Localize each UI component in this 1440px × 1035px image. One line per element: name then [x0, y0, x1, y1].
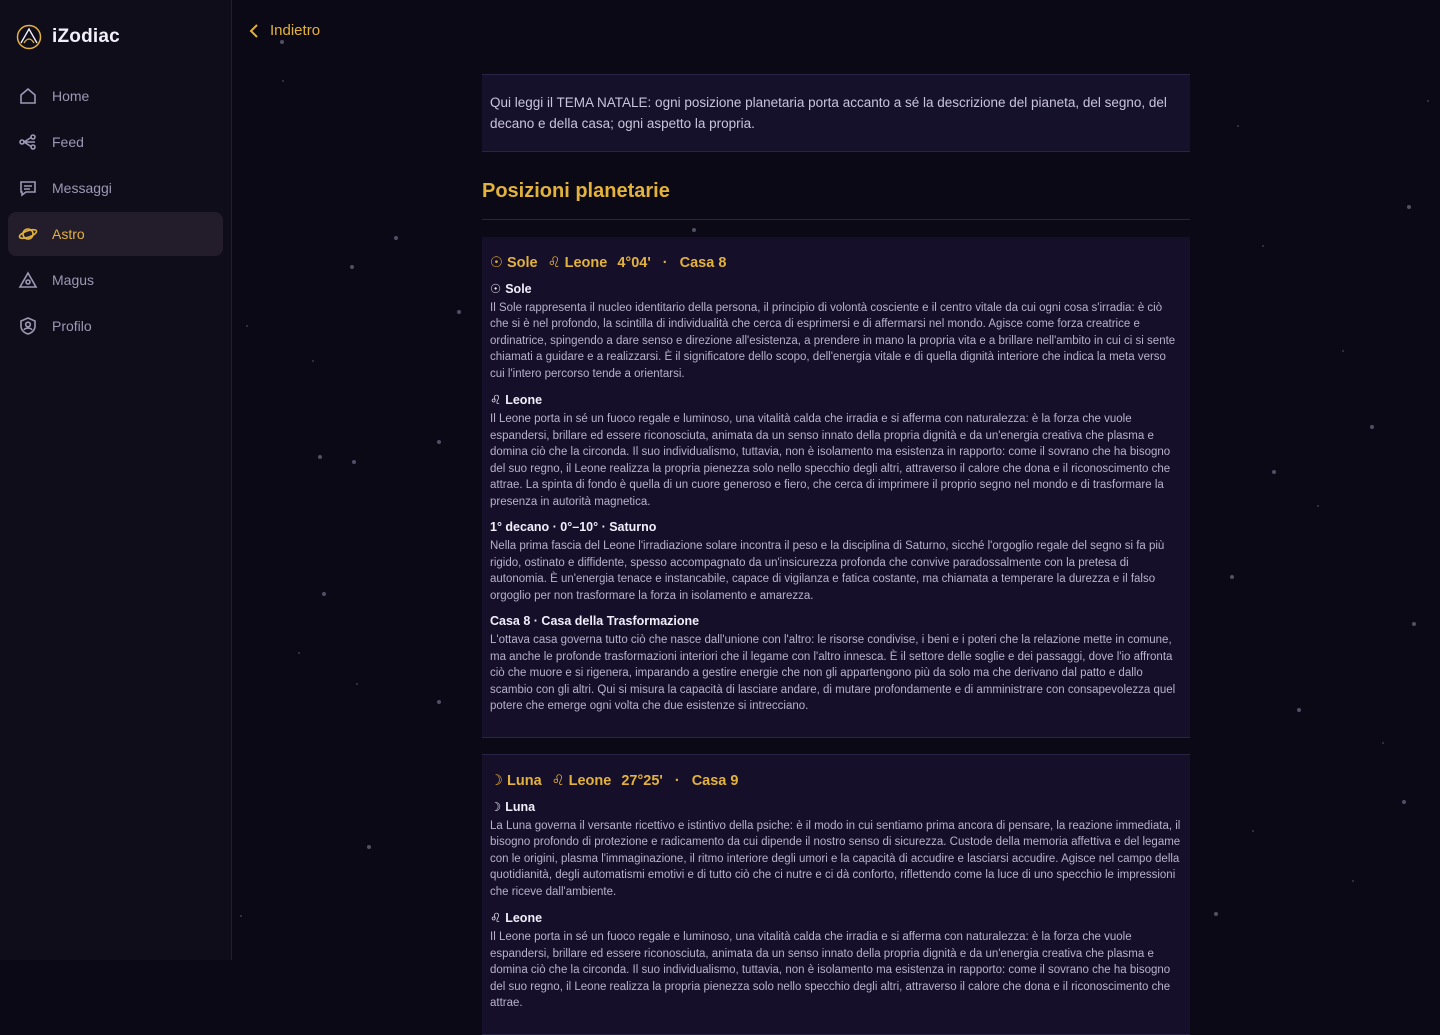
star — [318, 455, 322, 459]
star — [352, 460, 356, 464]
pyramid-icon — [18, 270, 38, 290]
nav-item-label: Profilo — [52, 318, 92, 334]
section-title: Posizioni planetarie — [482, 180, 1190, 220]
nav-item-label: Feed — [52, 134, 84, 150]
chevron-left-icon — [248, 24, 262, 38]
house-name: Casa 9 — [691, 772, 739, 789]
app-name: iZodiac — [52, 26, 120, 47]
star — [1252, 830, 1254, 832]
nav-item-feed[interactable] — [8, 120, 223, 164]
nav-item-profilo[interactable] — [8, 304, 223, 348]
star — [312, 360, 314, 362]
description-text: Il Leone porta in sé un fuoco regale e luminoso, una vitalità calda che irradia e si afferma con naturalezza: è la forza che vuole espandersi, brillare ed essere riconosciuta, animata da un senso innato della propria dignità e da un'energia creativa che plasma e domina ciò che la circonda. Il suo individualismo, tuttavia, non è isolamento ma esistenza in rapporto: come il sovrano che ha bisogno del suo regno, il Leone realizza la propria pienezza solo nello specchio degli altri, attraverso il calore che dona e il riconoscimento che attrae. La spinta di fondo è quella di un cuore generoso e fiero, che cerca di imprimere il proprio segno nel mondo e di trasformare la presenza in autorità magnetica. — [490, 413, 1171, 508]
star — [394, 236, 398, 240]
planet-degree: 4°04' — [617, 254, 651, 271]
star — [1412, 622, 1416, 626]
star — [280, 40, 284, 44]
star — [1262, 245, 1264, 247]
sun-icon: ☉ — [490, 254, 503, 271]
back-label: Indietro — [270, 22, 321, 39]
description-planet — [490, 281, 1182, 383]
description-text: La Luna governa il versante ricettivo e istintivo della psiche: è il modo in cui sentiamo prima ancora di pensare, la reazione immediata, il bisogno profondo di protezione e radicamento da cui dipende il nostro senso di sicurezza. Custode della memoria affettiva e del legame con le origini, plasma l'immaginazione, il ritmo interiore degli umori e la capacità di accudire e lasciarsi accudire. Agisce nel campo della quotidianità, degli automatismi emotivi e di tutto ciò che ci nutre e ci dà conforto, riflettendo come la luce di uno specchio le impressioni che riceve dall'ambiente. — [490, 819, 1181, 898]
star — [437, 440, 441, 444]
description-decan — [490, 520, 1182, 604]
description-text: Il Leone porta in sé un fuoco regale e luminoso, una vitalità calda che irradia e si afferma con naturalezza: è la forza che vuole espandersi, brillare ed essere riconosciuta, animata da un senso innato della propria dignità e da un'energia creativa che plasma e domina ciò che la circonda. Il suo individualismo, tuttavia, non è isolamento ma esistenza in rapporto: come il sovrano che ha bisogno del suo regno, il Leone realizza la propria pienezza solo nello specchio degli altri, attraverso il calore che dona e il riconoscimento che attrae. — [490, 931, 1171, 1010]
nav-item-home[interactable] — [8, 74, 223, 118]
separator-dot: · — [662, 254, 668, 271]
description-sign — [490, 392, 1182, 510]
planet-icon — [18, 224, 38, 244]
position-header — [490, 773, 1182, 789]
star — [1230, 575, 1234, 579]
position-header — [490, 255, 1182, 271]
nav-item-messaggi[interactable] — [8, 166, 223, 210]
planet-degree: 27°25' — [621, 772, 663, 789]
position-card-sole — [482, 237, 1190, 738]
sign-name: Leone — [564, 254, 608, 271]
star — [1297, 708, 1301, 712]
star — [1342, 350, 1344, 352]
description-title: 1° decano · 0°–10° · Saturno — [490, 520, 657, 535]
leo-icon: ♌︎ — [490, 911, 502, 926]
star — [437, 700, 441, 704]
star — [1214, 912, 1218, 916]
star — [1272, 470, 1276, 474]
star — [1237, 125, 1239, 127]
star — [282, 80, 284, 82]
back-link[interactable] — [248, 22, 320, 39]
nav-item-label: Astro — [52, 226, 85, 242]
star — [1317, 505, 1319, 507]
star — [350, 265, 354, 269]
description-title: ♌︎ Leone — [490, 393, 543, 408]
description-text: L'ottava casa governa tutto ciò che nasce dall'unione con l'altro: le risorse condivise, i beni e i poteri che la relazione mette in comune, ma anche le profonde trasformazioni interiori che il legame con l'altro innesca. È il settore delle soglie e dei passaggi, dove l'io affronta ciò che muore e si rigenera, imparando a gestire energie che non gli appartengono più da solo ma che derivano dal patto e dallo scambio con gli altri. Qui si misura la capacità di lasciare andare, di mutare profondamente e di amministrare con consapevolezza quel potere che emerge ogni volta che due esistenze si intrecciano. — [490, 634, 1176, 713]
star — [457, 310, 461, 314]
star — [246, 325, 248, 327]
chat-icon — [18, 178, 38, 198]
star — [322, 592, 326, 596]
brand[interactable] — [16, 24, 120, 50]
home-icon — [18, 86, 38, 106]
leo-icon: ♌︎ — [547, 254, 561, 271]
leo-icon: ♌︎ — [490, 393, 502, 408]
nav-item-magus[interactable] — [8, 258, 223, 302]
nav-item-astro[interactable] — [8, 212, 223, 256]
house-name: Casa 8 — [679, 254, 727, 271]
description-title: ♌︎ Leone — [490, 911, 543, 926]
star — [1402, 800, 1406, 804]
moon-icon: ☽ — [490, 799, 502, 814]
nav-item-label: Magus — [52, 272, 95, 288]
user-shield-icon — [18, 316, 38, 336]
main-nav — [8, 74, 223, 350]
star — [240, 915, 242, 917]
natal-chart-content — [482, 74, 1190, 1035]
star — [367, 845, 371, 849]
graph-nodes-icon — [18, 132, 38, 152]
sign-name: Leone — [568, 772, 612, 789]
description-planet — [490, 799, 1182, 901]
planet-name: Sole — [507, 254, 538, 271]
intro-text: Qui leggi il TEMA NATALE: ogni posizione planetaria porta accanto a sé la descrizione del pianeta, del segno, del decano e della casa; ogni aspetto la propria. — [482, 74, 1190, 152]
description-text: Il Sole rappresenta il nucleo identitario della persona, il principio di volontà cosciente e il centro vitale da cui ogni cosa s'irradia: è ciò che si è nel profondo, la scintilla di individualità che cerca di esprimersi e di affermarsi nel mondo. Agisce come forza creatrice e ordinatrice, spingendo a dare senso e direzione all'esistenza, a prendere in mano la propria vita e a brillare nell'ambito in cui ci si sente chiamati a guidare e a realizzarsi. È il significatore dello scopo, dell'energia vitale e di quella dignità interiore che indica la meta verso cui l'intero percorso tende a orientarsi. — [490, 301, 1176, 380]
zodiac-logo-icon — [16, 24, 42, 50]
star — [1382, 742, 1384, 744]
star — [356, 683, 358, 685]
description-text: Nella prima fascia del Leone l'irradiazione solare incontra il peso e la disciplina di Saturno, sicché l'orgoglio regale del segno si fa più rigido, ostinato e diffidente, spesso accompagnato da un'insicurezza profonda che convive paradossalmente con la pretesa di autonomia. È un'energia tenace e instancabile, capace di vigilanza e fatica costante, ma chiamata a temperare la durezza e il falso orgoglio per non trasformare la forza in isolamento e amarezza. — [490, 540, 1165, 602]
description-title: ☉ Sole — [490, 281, 532, 296]
description-sign — [490, 910, 1182, 1012]
separator-dot: · — [674, 772, 680, 789]
star — [1427, 100, 1429, 102]
description-title: Casa 8 · Casa della Trasformazione — [490, 614, 700, 629]
description-title: ☽ Luna — [490, 799, 536, 814]
nav-item-label: Messaggi — [52, 180, 112, 196]
position-card-luna — [482, 754, 1190, 1035]
star — [1352, 880, 1354, 882]
star — [298, 652, 300, 654]
star — [1370, 425, 1374, 429]
description-house — [490, 614, 1182, 715]
star — [1407, 205, 1411, 209]
leo-icon: ♌︎ — [551, 772, 565, 789]
sun-icon: ☉ — [490, 281, 502, 296]
sidebar — [0, 0, 232, 960]
planet-name: Luna — [507, 772, 542, 789]
nav-item-label: Home — [52, 88, 90, 104]
moon-icon: ☽ — [490, 772, 503, 789]
